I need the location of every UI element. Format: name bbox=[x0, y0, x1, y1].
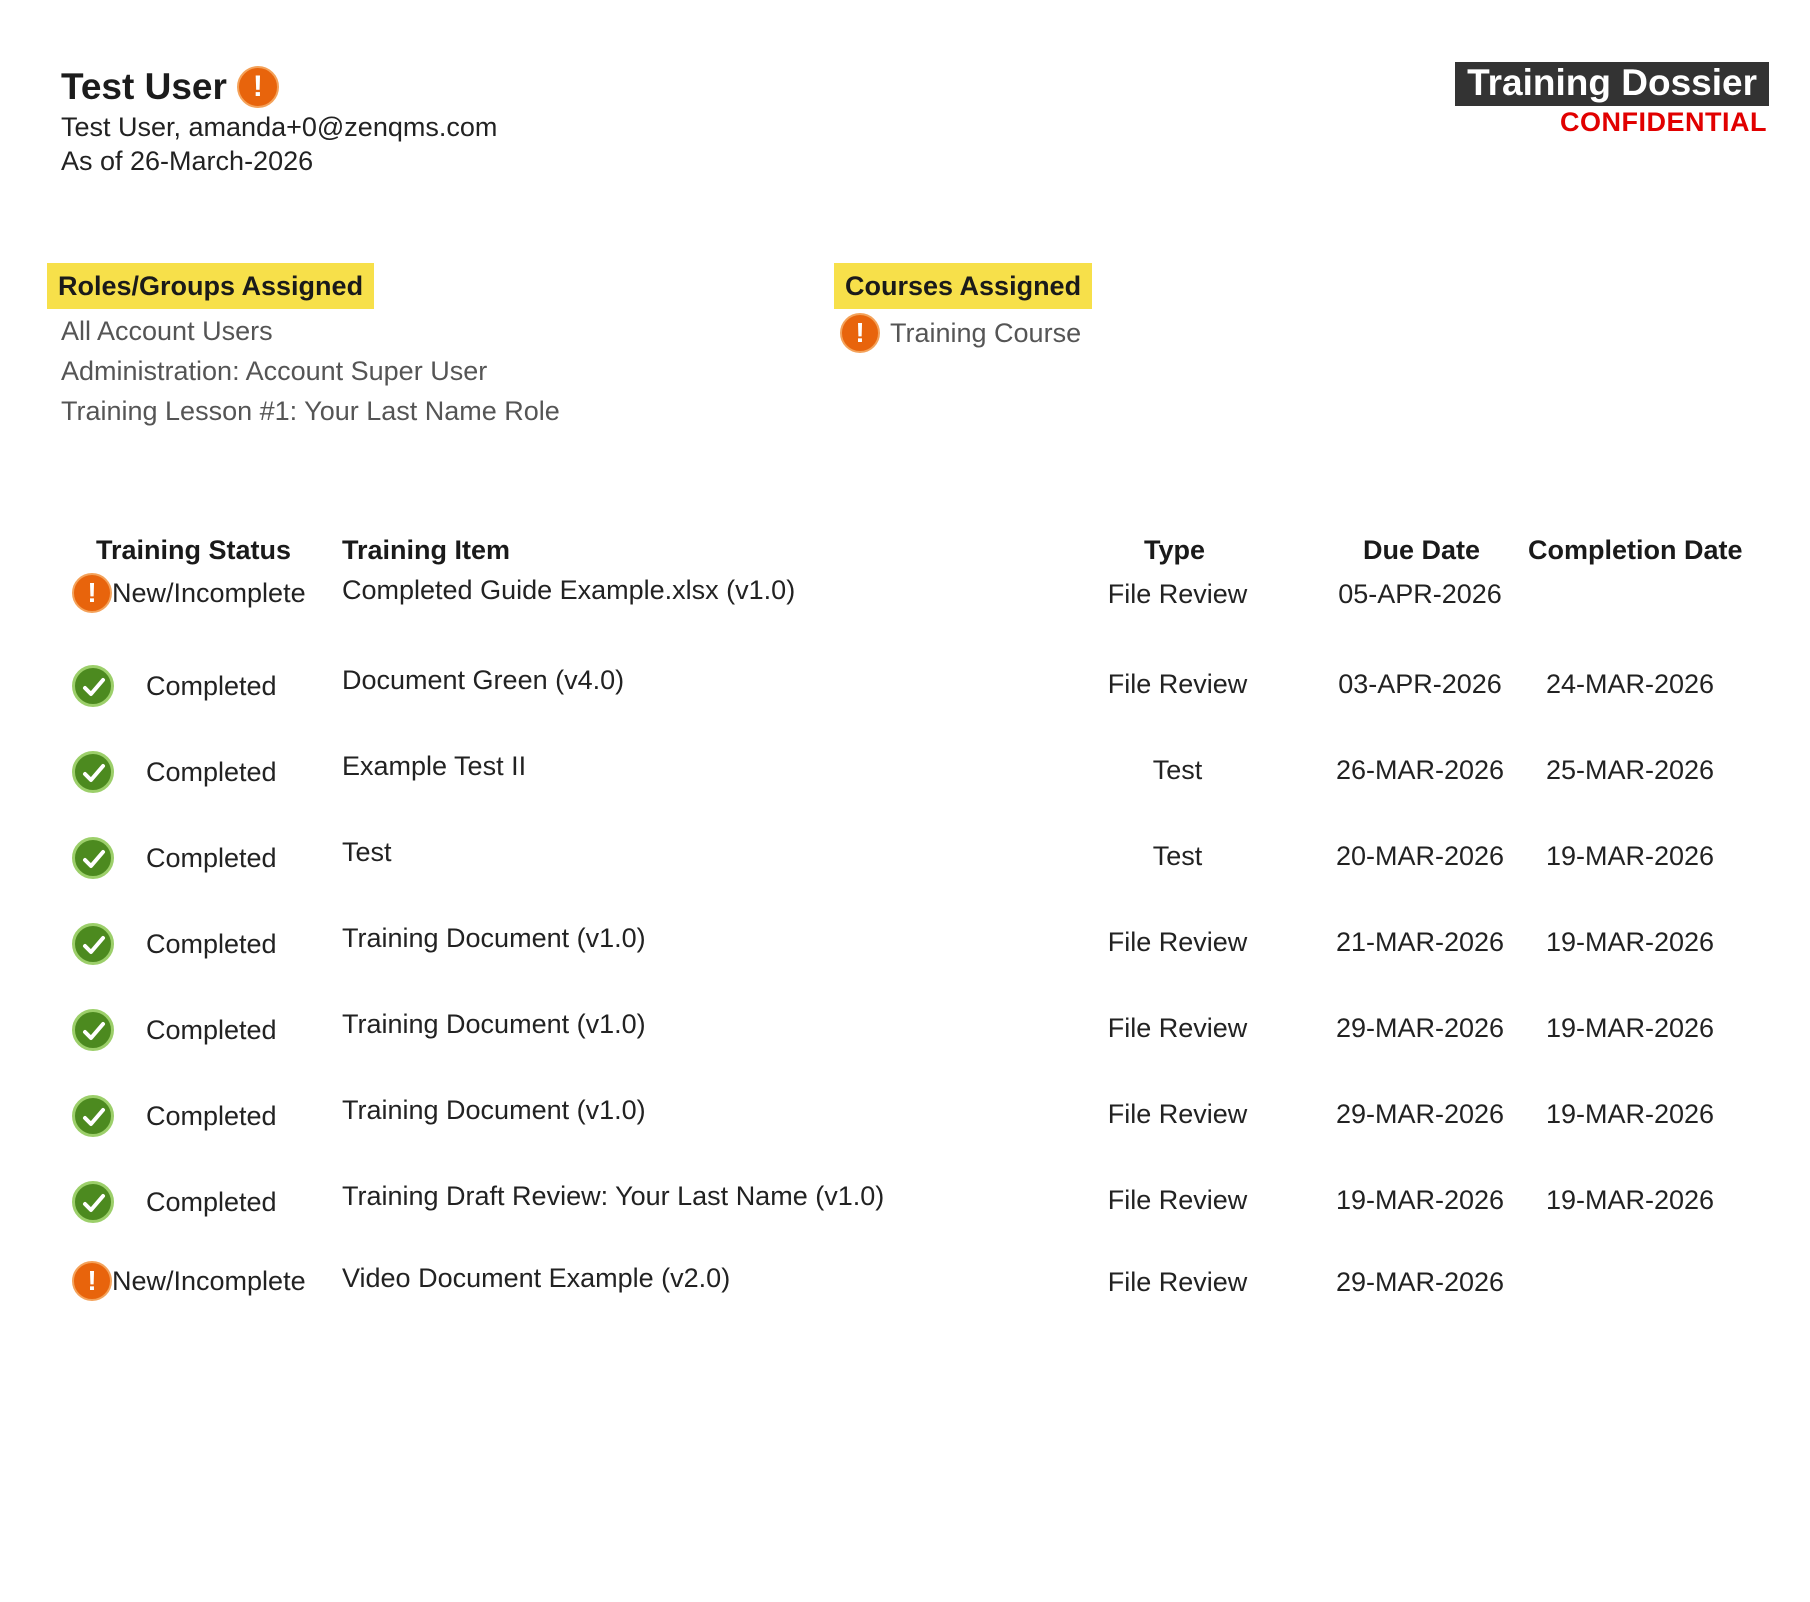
type-cell: File Review bbox=[1107, 669, 1248, 699]
role-item: All Account Users bbox=[61, 316, 273, 346]
header-training-status: Training Status bbox=[96, 535, 292, 565]
due-date: 03-APR-2026 bbox=[1338, 669, 1502, 699]
header-completion-date: Completion Date bbox=[1528, 535, 1743, 565]
table-row bbox=[0, 1175, 1810, 1255]
table-row bbox=[0, 831, 1810, 911]
status-label: Completed bbox=[146, 756, 277, 787]
table-row bbox=[0, 917, 1810, 997]
training-item: Training Document (v1.0) bbox=[342, 923, 646, 953]
table-row bbox=[0, 1261, 1810, 1341]
type-cell: File Review bbox=[1107, 1013, 1248, 1043]
due-date: 29-MAR-2026 bbox=[1335, 1267, 1505, 1297]
course-item bbox=[840, 313, 1081, 353]
header-training-item: Training Item bbox=[342, 535, 511, 565]
status-cell bbox=[72, 923, 277, 965]
status-label: Completed bbox=[146, 1186, 277, 1217]
table-row bbox=[0, 659, 1810, 739]
due-date: 19-MAR-2026 bbox=[1335, 1185, 1505, 1215]
type-cell: File Review bbox=[1107, 1099, 1248, 1129]
table-row bbox=[0, 1089, 1810, 1169]
completion-date: 19-MAR-2026 bbox=[1545, 1185, 1715, 1215]
status-cell bbox=[72, 751, 277, 793]
training-item: Document Green (v4.0) bbox=[342, 665, 625, 695]
training-item: Training Document (v1.0) bbox=[342, 1009, 646, 1039]
status-cell bbox=[72, 1009, 277, 1051]
type-cell: File Review bbox=[1107, 1185, 1248, 1215]
roles-section-title: Roles/Groups Assigned bbox=[47, 263, 374, 309]
table-row bbox=[0, 1003, 1810, 1083]
dossier-title: Training Dossier bbox=[1455, 62, 1769, 106]
training-item: Example Test II bbox=[342, 751, 527, 781]
warning-icon: ! bbox=[72, 573, 112, 613]
warning-icon: ! bbox=[72, 1261, 112, 1301]
training-item: Completed Guide Example.xlsx (v1.0) bbox=[342, 575, 796, 605]
status-cell bbox=[72, 573, 306, 613]
check-icon bbox=[72, 1009, 114, 1051]
type-cell: File Review bbox=[1107, 579, 1248, 609]
header-due-date: Due Date bbox=[1363, 535, 1481, 565]
training-item: Training Draft Review: Your Last Name (v1.0) bbox=[342, 1181, 885, 1211]
status-label: Completed bbox=[146, 1014, 277, 1045]
courses-section-title: Courses Assigned bbox=[834, 263, 1092, 309]
check-icon bbox=[72, 1095, 114, 1137]
user-name: Test User bbox=[61, 66, 227, 107]
type-cell: Test bbox=[1152, 841, 1203, 871]
role-item: Administration: Account Super User bbox=[61, 356, 488, 386]
due-date: 05-APR-2026 bbox=[1338, 579, 1502, 609]
due-date: 26-MAR-2026 bbox=[1335, 755, 1505, 785]
type-cell: File Review bbox=[1107, 927, 1248, 957]
status-label: Completed bbox=[146, 670, 277, 701]
completion-date: 19-MAR-2026 bbox=[1545, 841, 1715, 871]
status-label: Completed bbox=[146, 928, 277, 959]
completion-date: 19-MAR-2026 bbox=[1545, 1013, 1715, 1043]
completion-date: 24-MAR-2026 bbox=[1545, 669, 1715, 699]
check-icon bbox=[72, 1181, 114, 1223]
status-label: New/Incomplete bbox=[112, 577, 306, 608]
training-item: Training Document (v1.0) bbox=[342, 1095, 646, 1125]
warning-icon: ! bbox=[840, 313, 880, 353]
check-icon bbox=[72, 751, 114, 793]
user-detail: Test User, amanda+0@zenqms.com bbox=[61, 112, 498, 142]
status-cell bbox=[72, 665, 277, 707]
status-cell bbox=[72, 837, 277, 879]
status-cell bbox=[72, 1261, 306, 1301]
role-item: Training Lesson #1: Your Last Name Role bbox=[61, 396, 560, 426]
status-label: New/Incomplete bbox=[112, 1265, 306, 1296]
check-icon bbox=[72, 665, 114, 707]
status-label: Completed bbox=[146, 1100, 277, 1131]
completion-date: 25-MAR-2026 bbox=[1545, 755, 1715, 785]
course-label: Training Course bbox=[890, 317, 1082, 348]
confidential-label: CONFIDENTIAL bbox=[1560, 107, 1767, 137]
completion-date: 19-MAR-2026 bbox=[1545, 1099, 1715, 1129]
warning-icon: ! bbox=[237, 66, 279, 108]
due-date: 29-MAR-2026 bbox=[1335, 1099, 1505, 1129]
table-row bbox=[0, 745, 1810, 825]
training-item: Test bbox=[342, 837, 392, 867]
status-cell bbox=[72, 1095, 277, 1137]
check-icon bbox=[72, 923, 114, 965]
type-cell: File Review bbox=[1107, 1267, 1248, 1297]
type-cell: Test bbox=[1152, 755, 1203, 785]
due-date: 29-MAR-2026 bbox=[1335, 1013, 1505, 1043]
status-cell bbox=[72, 1181, 277, 1223]
check-icon bbox=[72, 837, 114, 879]
user-name-heading bbox=[61, 66, 279, 108]
roles-list bbox=[61, 313, 560, 433]
due-date: 20-MAR-2026 bbox=[1335, 841, 1505, 871]
status-label: Completed bbox=[146, 842, 277, 873]
due-date: 21-MAR-2026 bbox=[1335, 927, 1505, 957]
header-type: Type bbox=[1144, 535, 1206, 565]
table-row bbox=[0, 573, 1810, 653]
as-of-date: As of 26-March-2026 bbox=[61, 146, 314, 176]
training-item: Video Document Example (v2.0) bbox=[342, 1263, 731, 1293]
completion-date: 19-MAR-2026 bbox=[1545, 927, 1715, 957]
